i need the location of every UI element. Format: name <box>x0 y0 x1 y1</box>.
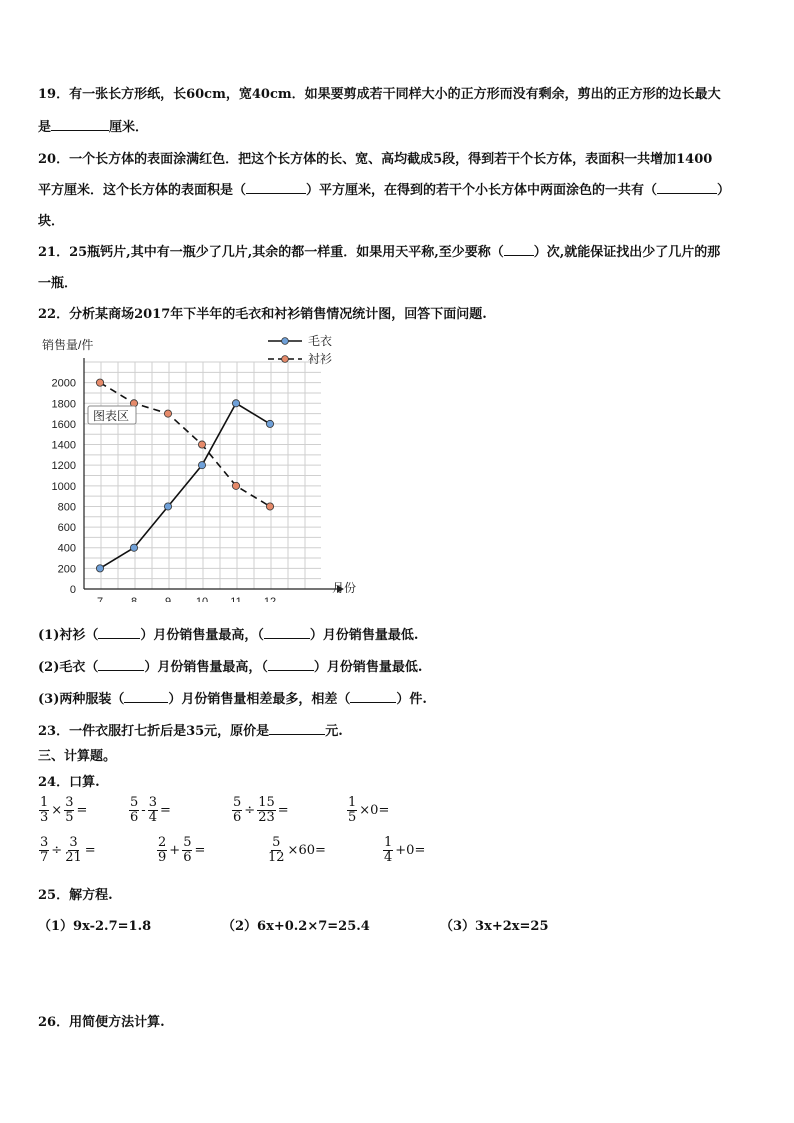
series-1-point <box>266 420 273 427</box>
q25-equation-1: （1）9x-2.7=1.8 <box>38 919 152 934</box>
q23 <box>38 720 343 739</box>
y-tick-label: 800 <box>57 501 76 514</box>
q23-suffix: 元. <box>325 724 343 739</box>
x-tick-label: 7 <box>96 596 104 602</box>
q19-line1: 19．有一张长方形纸，长60cm，宽40cm．如果要剪成若干同样大小的正方形而没有剩余，剪出的正方形的边长最大 <box>38 87 721 102</box>
x-tick-label: 9 <box>164 596 172 602</box>
y-tick-label: 1600 <box>51 418 76 431</box>
series-2-point <box>232 482 239 489</box>
q22-blank-shirt-low[interactable] <box>264 626 310 639</box>
q20-blank-surface-area[interactable] <box>246 181 306 194</box>
chart-area-tag <box>88 406 136 424</box>
q22-sub2-a: (2)毛衣（ <box>38 660 99 675</box>
q24-title: 24．口算. <box>38 775 100 790</box>
y-tick-label: 1200 <box>51 460 76 473</box>
y-tick-label: 1800 <box>51 398 76 411</box>
fraction: $\frac{5}{12}$ <box>268 835 285 866</box>
x-axis-label: 月份 <box>332 581 357 595</box>
q22-sub3 <box>38 688 427 707</box>
sales-line-chart <box>36 332 396 602</box>
q25-title: 25．解方程. <box>38 888 113 903</box>
legend-marker-2 <box>282 356 289 363</box>
fraction: $\frac{2}{9}$ <box>158 835 167 866</box>
q22-blank-diff-amount[interactable] <box>350 690 396 703</box>
section-3-title: 三、计算题。 <box>38 749 117 764</box>
q19-answer-blank[interactable] <box>51 118 109 131</box>
q21-text-b: ）次,就能保证找出少了几片的那 <box>533 245 721 260</box>
fraction: $\frac{1}{5}$ <box>348 795 357 826</box>
q22-blank-month-diff[interactable] <box>124 690 168 703</box>
y-tick-label: 1400 <box>51 439 76 452</box>
chart-legend <box>268 334 332 366</box>
q23-answer-blank[interactable] <box>269 722 325 735</box>
q20-text-c: ） <box>717 183 731 198</box>
series-1-point <box>198 462 205 469</box>
q22-intro: 22．分析某商场2017年下半年的毛衣和衬衫销售情况统计图，回答下面问题. <box>38 307 487 322</box>
fraction: $\frac{1}{4}$ <box>384 835 393 866</box>
chart-axes <box>52 358 344 602</box>
x-tick-label: 8 <box>130 596 138 602</box>
series-2-point <box>266 503 273 510</box>
fraction: $\frac{3}{4}$ <box>148 795 157 826</box>
fraction: $\frac{15}{23}$ <box>258 795 275 826</box>
q19-suffix: 厘米． <box>109 120 149 135</box>
q21-line1 <box>38 241 720 260</box>
q22-sub1-b: ）月份销售量最高，（ <box>140 628 264 643</box>
x-tick-label: 11 <box>230 596 242 602</box>
legend-marker-1 <box>282 338 289 345</box>
y-tick-label: 0 <box>69 584 76 596</box>
q24-expr-4: $\frac{1}{5}$ ×0= <box>348 795 390 826</box>
series-1-point <box>232 400 239 407</box>
q24-expr-8: $\frac{1}{4}$ +0= <box>384 835 426 866</box>
q22-sub3-c: ）件. <box>396 692 427 707</box>
x-tick-label: 12 <box>263 596 277 602</box>
q22-sub2-c: ）月份销售量最低. <box>313 660 423 675</box>
q22-sub1-a: (1)衬衫（ <box>38 628 99 643</box>
q24-expr-5: $\frac{3}{7}$ ÷ $\frac{3}{21}$ = <box>40 835 96 866</box>
fraction: $\frac{3}{5}$ <box>65 795 74 826</box>
q21-answer-blank[interactable] <box>504 243 534 256</box>
q22-sub2-b: ）月份销售量最高，（ <box>144 660 268 675</box>
series-2-point <box>164 410 171 417</box>
q25-equation-2: （2）6x+0.2×7=25.4 <box>222 919 370 934</box>
q22-sub3-a: (3)两种服装（ <box>38 692 125 707</box>
series-2-point <box>198 441 205 448</box>
x-tick-label: 10 <box>195 596 209 602</box>
q20-text-b: ）平方厘米，在得到的若干个小长方体中两面涂色的一共有（ <box>306 183 658 198</box>
q21-text-a: 21．25瓶钙片,其中有一瓶少了几片,其余的都一样重．如果用天平称,至少要称（ <box>38 245 504 260</box>
q24-expr-2: $\frac{5}{6}$ - $\frac{3}{4}$ = <box>130 795 171 826</box>
q24-expr-6: $\frac{2}{9}$ + $\frac{5}{6}$ = <box>158 835 206 866</box>
y-axis-label: 销售量/件 <box>42 338 94 352</box>
chart-area-label: 图表区 <box>93 409 130 423</box>
y-tick-label: 600 <box>57 522 76 535</box>
q22-sub2 <box>38 656 422 675</box>
q19-prefix: 是 <box>38 120 52 135</box>
fraction: $\frac{1}{3}$ <box>40 795 49 826</box>
q24-expr-1: $\frac{1}{3}$ × $\frac{3}{5}$ = <box>40 795 88 826</box>
legend-label-2: 衬衫 <box>308 352 333 366</box>
q20-text-a: 平方厘米．这个长方体的表面积是（ <box>38 183 247 198</box>
q22-blank-shirt-high[interactable] <box>98 626 140 639</box>
q20-line3: 块． <box>38 214 65 229</box>
q26-title: 26．用简便方法计算. <box>38 1015 165 1030</box>
q25-equation-3: （3）3x+2x=25 <box>440 919 549 934</box>
series-1-point <box>96 565 103 572</box>
q24-expr-3: $\frac{5}{6}$ ÷ $\frac{15}{23}$ = <box>233 795 289 826</box>
fraction: $\frac{3}{21}$ <box>65 835 82 866</box>
q20-blank-two-faces[interactable] <box>657 181 717 194</box>
q22-sub3-b: ）月份销售量相差最多，相差（ <box>168 692 351 707</box>
series-1-point <box>130 544 137 551</box>
q20-line1: 20．一个长方体的表面涂满红色．把这个长方体的长、宽、高均截成5段，得到若干个长方体，表面积一共增加1400 <box>38 152 713 167</box>
q22-sub1-c: ）月份销售量最低. <box>309 628 419 643</box>
q22-blank-sweater-low[interactable] <box>268 658 314 671</box>
q23-prefix: 23．一件衣服打七折后是35元，原价是 <box>38 724 270 739</box>
q24-expr-7: $\frac{5}{12}$ ×60= <box>268 835 326 866</box>
q22-sub1 <box>38 624 418 643</box>
y-tick-label: 1000 <box>51 480 76 493</box>
y-tick-label: 2000 <box>51 377 76 390</box>
fraction: $\frac{5}{6}$ <box>130 795 139 826</box>
q21-line2: 一瓶． <box>38 276 78 291</box>
y-tick-label: 200 <box>57 563 76 576</box>
series-2-point <box>96 379 103 386</box>
legend-label-1: 毛衣 <box>308 334 333 348</box>
chart-svg <box>36 332 396 602</box>
fraction: $\frac{5}{6}$ <box>183 835 192 866</box>
series-1-point <box>164 503 171 510</box>
y-tick-label: 400 <box>57 542 76 555</box>
q19-line2 <box>38 116 148 135</box>
fraction: $\frac{3}{7}$ <box>40 835 49 866</box>
fraction: $\frac{5}{6}$ <box>233 795 242 826</box>
chart-grid <box>84 362 321 589</box>
q20-line2 <box>38 179 730 198</box>
q22-blank-sweater-high[interactable] <box>98 658 144 671</box>
